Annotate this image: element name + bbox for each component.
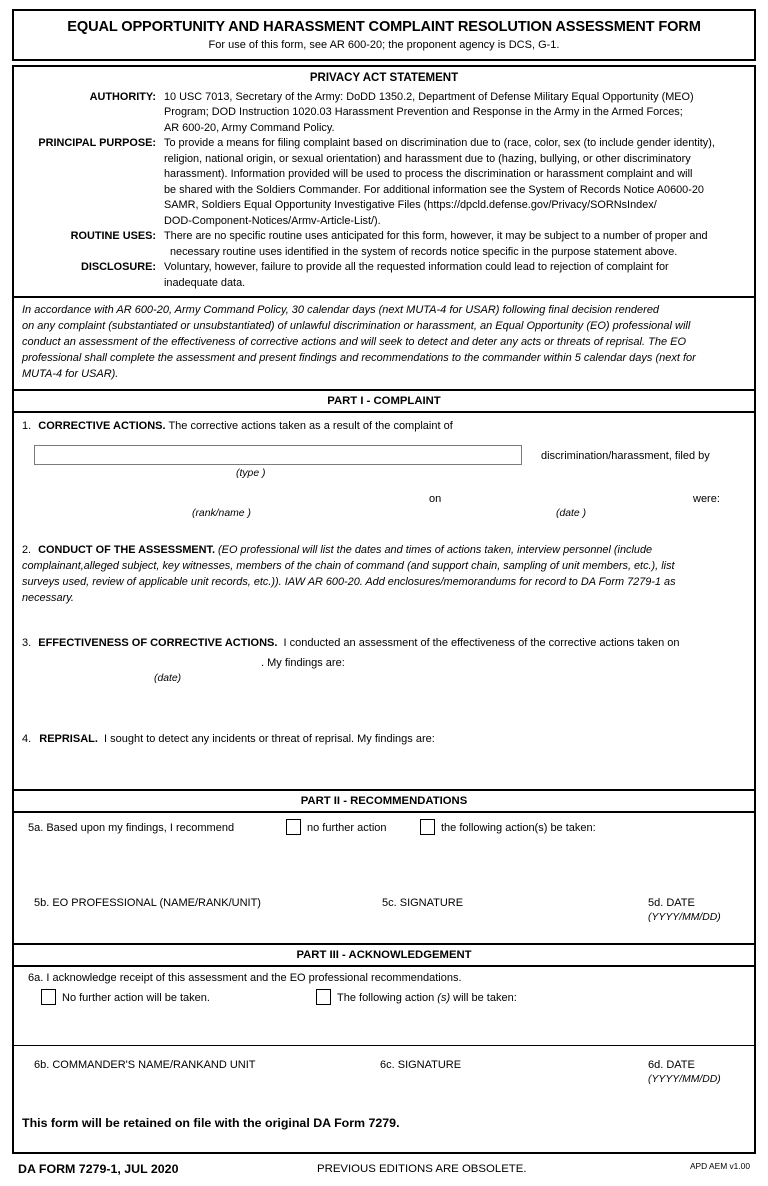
item-1-after-box-text: discrimination/harassment, filed by xyxy=(541,449,710,462)
commander-name-input[interactable] xyxy=(34,1078,358,1098)
section-eo-signature-block xyxy=(14,886,754,945)
item-3-title: EFFECTIVENESS OF CORRECTIVE ACTIONS. xyxy=(38,636,278,649)
pa-line: necessary routine uses identified in the system of records notice specific in the purpose statement above. xyxy=(170,245,678,258)
privacy-act-label-routine-uses: ROUTINE USES: xyxy=(70,230,156,243)
checkbox-ack-no-further-action[interactable] xyxy=(41,989,56,1005)
item-1-word-were: were: xyxy=(693,492,720,505)
pa-line: There are no specific routine uses anticipated for this form, however, it may be subject to a number of proper and xyxy=(164,230,708,243)
item-1-title: CORRECTIVE ACTIONS. xyxy=(38,419,166,432)
privacy-act-text-principal-purpose xyxy=(162,136,746,229)
caption-date-assessment: (date) xyxy=(154,672,182,684)
form-title: EQUAL OPPORTUNITY AND HARASSMENT COMPLAINT RESOLUTION ASSESSMENT FORM xyxy=(67,19,701,35)
intro-line: MUTA-4 for USAR). xyxy=(22,368,119,381)
eo-professional-date-input[interactable] xyxy=(648,928,748,944)
acknowledged-actions-textarea[interactable] xyxy=(22,1011,752,1045)
footer-apd-version: APD AEM v1.00 xyxy=(689,1160,750,1171)
pa-line: DOD-Component-Notices/Armv-Article-List/). xyxy=(164,214,381,227)
pa-line: AR 600-20, Army Command Policy. xyxy=(164,121,335,134)
retain-note: This form will be retained on file with the original DA Form 7279. xyxy=(22,1115,400,1130)
item-6a-option2-label xyxy=(337,991,517,1007)
item-1-number: 1. xyxy=(22,419,32,432)
item-5a-option1-label: no further action xyxy=(307,821,387,834)
item-5d-date-format: (YYYY/MM/DD) xyxy=(648,911,721,923)
item-1-word-on: on xyxy=(429,492,442,505)
item-3-text: I conducted an assessment of the effectiveness of the corrective actions taken on xyxy=(283,636,680,649)
privacy-act-section xyxy=(14,67,754,296)
section-commander-signature-block xyxy=(14,1045,754,1104)
form-footer xyxy=(12,1160,756,1186)
retain-note-area xyxy=(14,1104,754,1152)
intro-line: professional shall complete the assessment and present findings and recommendations to the commander within 5 calendar days (next for xyxy=(22,352,696,365)
privacy-act-heading: PRIVACY ACT STATEMENT xyxy=(309,71,459,84)
item-2-body xyxy=(22,543,746,607)
item-6a-option2-pre: The following action xyxy=(337,991,438,1004)
item-6c-label: 6c. SIGNATURE xyxy=(380,1058,462,1071)
item-6d-date-format: (YYYY/MM/DD) xyxy=(648,1073,721,1085)
item-2-title: CONDUCT OF THE ASSESSMENT. xyxy=(38,543,216,556)
checkbox-no-further-action[interactable] xyxy=(286,819,301,835)
conduct-of-assessment-textarea[interactable] xyxy=(22,599,752,623)
caption-date-filed: (date ) xyxy=(556,507,587,519)
pa-line: 10 USC 7013, Secretary of the Army: DoDD 1350.2, Department of Defense Military Equal Opportunity (MEO) xyxy=(164,90,694,103)
form-body xyxy=(12,65,756,1154)
item-5c-label: 5c. SIGNATURE xyxy=(382,896,464,909)
item-6a-option1-label: No further action will be taken. xyxy=(62,991,210,1004)
privacy-act-row-principal-purpose xyxy=(14,136,754,229)
section-recommendation xyxy=(14,813,754,886)
part-3-banner: PART III - ACKNOWLEDGEMENT xyxy=(14,945,754,967)
item-2-line: surveys used, review of applicable unit records, etc.)). IAW AR 600-20. Add enclosures/memorandums for record to DA Form 7279-1 as xyxy=(22,575,676,588)
section-acknowledgement xyxy=(14,967,754,1045)
privacy-act-label-principal-purpose: PRINCIPAL PURPOSE: xyxy=(38,137,156,150)
item-3-heading-line xyxy=(22,636,746,652)
item-3-number: 3. xyxy=(22,636,32,649)
eo-professional-signature-input[interactable] xyxy=(382,916,626,936)
form-subtitle: For use of this form, see AR 600-20; the proponent agency is DCS, G-1. xyxy=(208,38,560,51)
privacy-act-row-disclosure xyxy=(14,260,754,291)
item-5d-label: 5d. DATE xyxy=(648,896,695,909)
item-2-line: necessary. xyxy=(22,591,74,604)
section-effectiveness-of-corrective-actions xyxy=(14,630,754,726)
checkbox-following-actions[interactable] xyxy=(420,819,435,835)
reprisal-findings-textarea[interactable] xyxy=(22,750,752,782)
footer-form-id: DA FORM 7279-1, JUL 2020 xyxy=(18,1161,179,1176)
privacy-act-label-disclosure: DISCLOSURE: xyxy=(80,261,156,274)
section-corrective-actions xyxy=(14,413,754,537)
item-5a-label: 5a. Based upon my findings, I recommend xyxy=(28,821,235,834)
pa-line: Voluntary, however, failure to provide all the requested information could lead to rejection of complaint for xyxy=(164,261,669,274)
item-4-heading-line xyxy=(22,732,746,748)
item-5a-option2-label: the following action(s) be taken: xyxy=(441,821,596,834)
form-header xyxy=(12,9,756,61)
pa-line: inadequate data. xyxy=(164,276,246,289)
footer-obsolete-note: PREVIOUS EDITIONS ARE OBSOLETE. xyxy=(317,1162,527,1175)
eo-professional-name-input[interactable] xyxy=(34,916,358,936)
privacy-act-text-disclosure xyxy=(162,260,746,291)
item-5b-label: 5b. EO PROFESSIONAL (NAME/RANK/UNIT) xyxy=(34,896,261,909)
part-1-banner: PART I - COMPLAINT xyxy=(14,389,754,413)
item-4-text: I sought to detect any incidents or threat of reprisal. My findings are: xyxy=(104,732,435,745)
section-conduct-of-assessment xyxy=(14,537,754,630)
item-1-heading-line xyxy=(22,419,746,435)
item-4-number: 4. xyxy=(22,732,32,745)
commander-signature-input[interactable] xyxy=(380,1078,624,1098)
item-1-text: The corrective actions taken as a result of the complaint of xyxy=(168,419,453,432)
pa-line: religion, national origin, or sexual orientation) and harassment due to (hazing, bullying, or other discriminatory xyxy=(164,152,691,165)
item-6a-option2-ital: (s) xyxy=(437,991,451,1004)
privacy-act-row-authority xyxy=(14,90,754,136)
intro-line: In accordance with AR 600-20, Army Command Policy, 30 calendar days (next MUTA-4 for USAR) following final decision rendered xyxy=(22,304,660,317)
pa-line: harassment). Information provided will be used to process the discrimination or harassment complaint and will xyxy=(164,168,693,181)
item-2-line: (EO professional will list the dates and times of actions taken, interview personnel (include xyxy=(218,543,653,556)
part-2-banner: PART II - RECOMMENDATIONS xyxy=(14,789,754,813)
commander-date-input[interactable] xyxy=(648,1090,748,1106)
privacy-act-text-authority xyxy=(162,90,746,136)
item-2-line: complainant,alleged subject, key witnesses, members of the chain of command (and support chain, sampling of unit members, etc.), list xyxy=(22,559,675,572)
pa-line: Program; DOD Instruction 1020.03 Harassment Prevention and Response in the Army in the Armed Forces; xyxy=(164,106,683,119)
caption-type: (type ) xyxy=(236,467,266,479)
intro-line: on any complaint (substantiated or unsubstantiated) of unlawful discrimination or harassment, an Equal Opportunity (EO) professional will xyxy=(22,320,691,333)
item-6a-option2-post: will be taken: xyxy=(450,991,517,1004)
policy-intro-paragraph xyxy=(14,296,754,389)
pa-line: SAMR, Soldiers Equal Opportunity Investigative Files (https://dpcld.defense.gov/Privacy/SORNsIndex/ xyxy=(164,199,657,212)
item-2-number: 2. xyxy=(22,543,32,556)
item-6b-label: 6b. COMMANDER'S NAME/RANKAND UNIT xyxy=(34,1058,256,1071)
item-3-findings-text: . My findings are: xyxy=(261,656,345,669)
intro-line: conduct an assessment of the effectiveness of corrective actions and will seek to detect and deter any acts or threats of reprisal. The EO xyxy=(22,336,687,349)
caption-rank-name: (rank/name ) xyxy=(192,507,251,519)
privacy-act-text-routine-uses xyxy=(162,229,746,260)
complaint-type-input[interactable] xyxy=(34,445,522,465)
section-reprisal xyxy=(14,726,754,789)
checkbox-ack-following-actions[interactable] xyxy=(316,989,331,1005)
item-6a-label: 6a. I acknowledge receipt of this assessment and the EO professional recommendations. xyxy=(28,971,462,984)
pa-line: be shared with the Soldiers Commander. For additional information see the System of Records Notice A0600-20 xyxy=(164,183,704,196)
privacy-act-row-routine-uses xyxy=(14,229,754,260)
pa-line: To provide a means for filing complaint based on discrimination due to (race, color, sex (to include gender identity), xyxy=(164,137,715,150)
item-4-title: REPRISAL. xyxy=(39,732,98,745)
effectiveness-findings-textarea[interactable] xyxy=(22,688,752,720)
item-6d-label: 6d. DATE xyxy=(648,1058,695,1071)
privacy-act-label-authority: AUTHORITY: xyxy=(89,90,156,103)
recommended-actions-textarea[interactable] xyxy=(22,843,752,877)
